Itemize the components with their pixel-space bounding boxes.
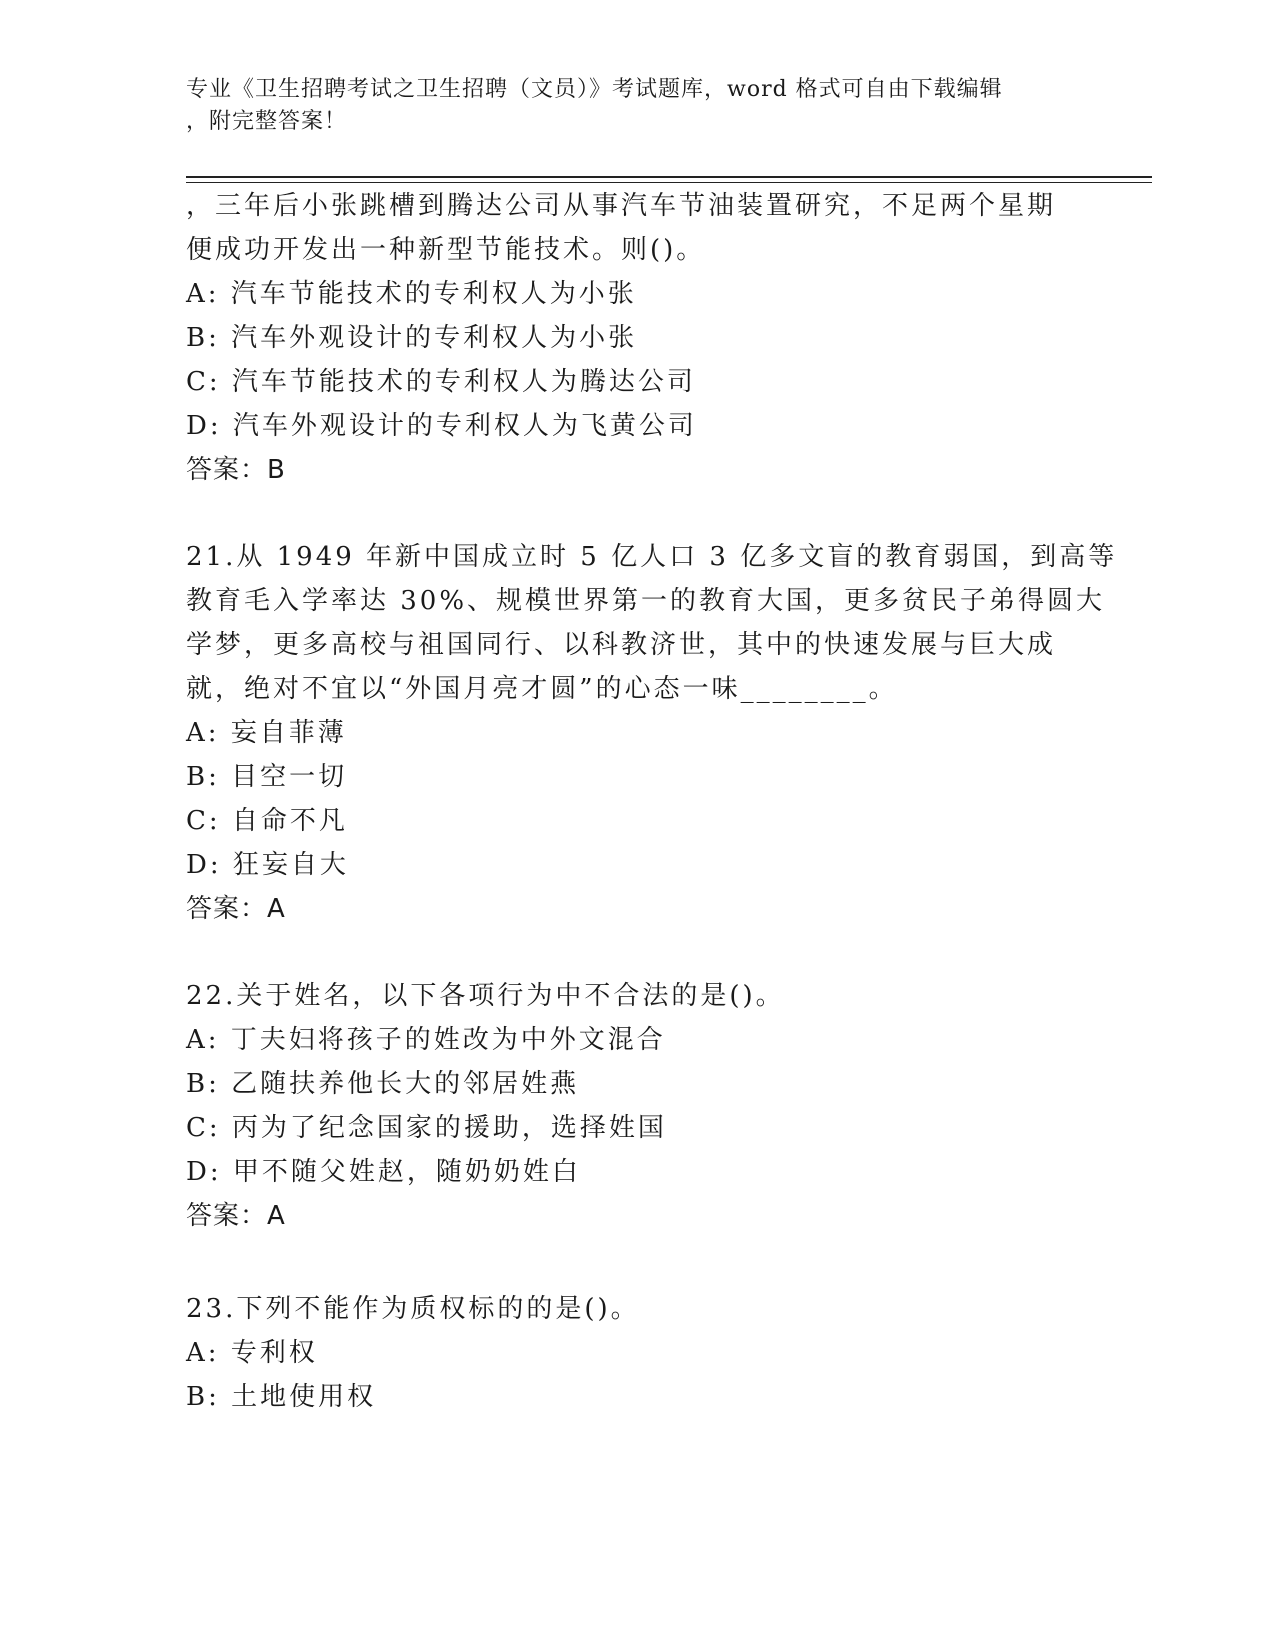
answer-line: 答案：B xyxy=(186,455,286,485)
question-text-line: 学梦，更多高校与祖国同行、以科教济世，其中的快速发展与巨大成 xyxy=(186,630,1057,660)
header-title-line: 专业《卫生招聘考试之卫生招聘（文员）》考试题库，word 格式可自由下载编辑 xyxy=(186,77,1003,102)
question-text-line: 23.下列不能作为质权标的的是()。 xyxy=(186,1294,640,1324)
question-text-line: 21.从 1949 年新中国成立时 5 亿人口 3 亿多文盲的教育弱国，到高等 xyxy=(186,542,1118,572)
header-subtitle-line: ，附完整答案！ xyxy=(186,109,348,134)
option-b: B: 土地使用权 xyxy=(186,1382,377,1412)
option-d: D: 狂妄自大 xyxy=(186,850,349,880)
question-text-line: 教育毛入学率达 30%、规模世界第一的教育大国，更多贫民子弟得圆大 xyxy=(186,586,1106,616)
option-c: C: 丙为了纪念国家的援助，选择姓国 xyxy=(186,1113,667,1143)
question-text-line: ，三年后小张跳槽到腾达公司从事汽车节油装置研究，不足两个星期 xyxy=(186,191,1057,221)
answer-line: 答案：A xyxy=(186,894,286,924)
question-text-line: 便成功开发出一种新型节能技术。则()。 xyxy=(186,235,706,265)
option-b: B: 乙随扶养他长大的邻居姓燕 xyxy=(186,1069,580,1099)
question-text-line: 就，绝对不宜以“外国月亮才圆”的心态一味________。 xyxy=(186,674,898,704)
answer-line: 答案：A xyxy=(186,1201,286,1231)
option-c: C: 汽车节能技术的专利权人为腾达公司 xyxy=(186,367,696,397)
option-a: A: 汽车节能技术的专利权人为小张 xyxy=(186,279,637,309)
option-a: A: 妄自菲薄 xyxy=(186,718,347,748)
option-b: B: 目空一切 xyxy=(186,762,348,792)
header-divider-thick xyxy=(186,176,1152,178)
option-d: D: 甲不随父姓赵，随奶奶姓白 xyxy=(186,1157,581,1187)
question-text-line: 22.关于姓名，以下各项行为中不合法的是()。 xyxy=(186,981,785,1011)
option-a: A: 丁夫妇将孩子的姓改为中外文混合 xyxy=(186,1025,666,1055)
option-b: B: 汽车外观设计的专利权人为小张 xyxy=(186,323,638,353)
document-header xyxy=(186,74,1066,138)
option-c: C: 自命不凡 xyxy=(186,806,348,836)
option-d: D: 汽车外观设计的专利权人为飞黄公司 xyxy=(186,411,697,441)
option-a: A: 专利权 xyxy=(186,1338,318,1368)
